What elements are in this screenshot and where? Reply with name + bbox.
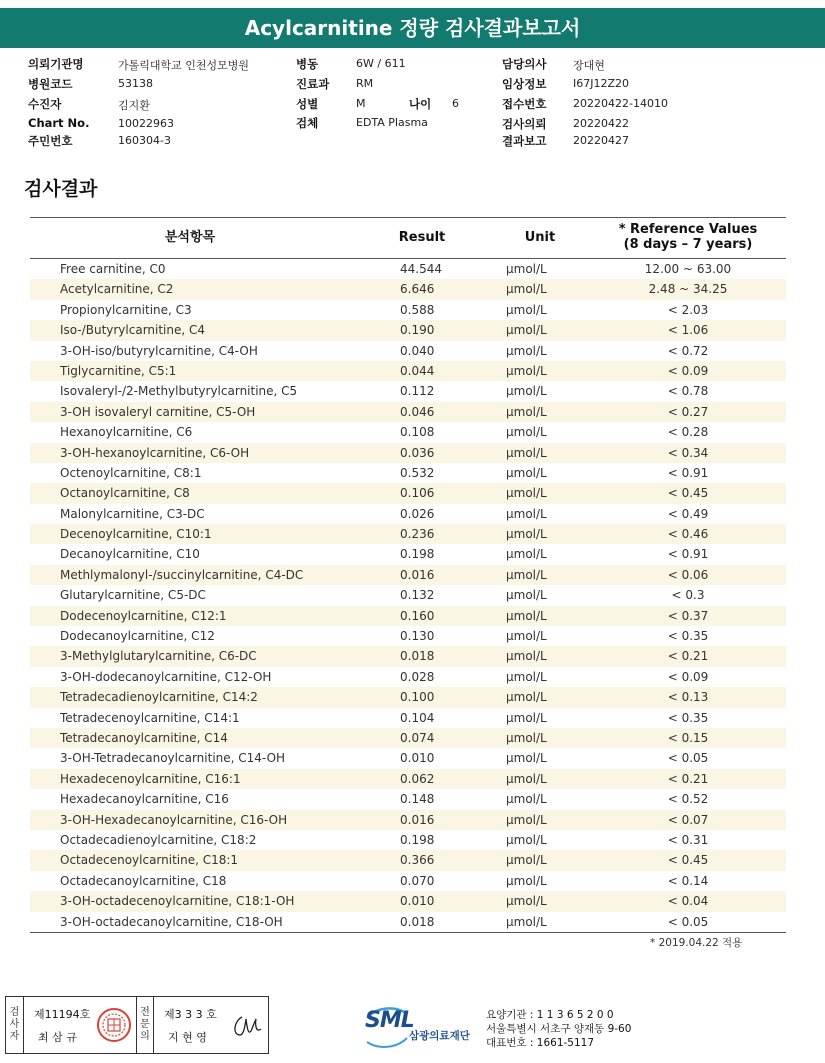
value-hospital-code: 53138 bbox=[118, 77, 153, 90]
reference-value: < 2.03 bbox=[667, 302, 709, 317]
label-receipt-number: 접수번호 bbox=[502, 97, 547, 111]
table-body bbox=[30, 259, 786, 932]
result-value: 0.016 bbox=[400, 567, 435, 582]
result-value: 0.198 bbox=[400, 832, 435, 847]
analyte-name: Decenoylcarnitine, C10:1 bbox=[60, 527, 212, 542]
result-value: 0.026 bbox=[400, 506, 435, 521]
table-row bbox=[30, 789, 786, 809]
result-value: 0.106 bbox=[400, 486, 435, 501]
result-value: 0.236 bbox=[400, 527, 435, 542]
result-value: 0.132 bbox=[400, 588, 435, 603]
reference-value: < 0.14 bbox=[667, 873, 709, 888]
label-patient-name: 수진자 bbox=[28, 97, 62, 111]
unit-value: μmol/L bbox=[506, 506, 547, 521]
table-row bbox=[30, 626, 786, 646]
analyte-name: Glutarylcarnitine, C5-DC bbox=[60, 588, 206, 603]
unit-value: μmol/L bbox=[506, 588, 547, 603]
specialist-label: 전 문 의 bbox=[136, 997, 154, 1053]
inspector-label: 검 사 자 bbox=[6, 997, 24, 1053]
table-row bbox=[30, 483, 786, 503]
reference-value: < 0.05 bbox=[667, 914, 709, 929]
table-bottom-rule bbox=[30, 932, 786, 933]
official-seal-icon bbox=[96, 1007, 132, 1043]
value-requesting-institution: 가톨릭대학교 인천성모병원 bbox=[118, 59, 250, 72]
signature-box bbox=[5, 996, 269, 1054]
unit-value: μmol/L bbox=[506, 710, 547, 725]
analyte-name: Propionylcarnitine, C3 bbox=[60, 302, 192, 317]
specialist-name: 지 현 영 bbox=[168, 1031, 207, 1044]
analyte-name: Tiglycarnitine, C5:1 bbox=[60, 363, 177, 378]
value-request-date: 20220422 bbox=[573, 117, 629, 130]
reference-value: < 0.27 bbox=[667, 404, 709, 419]
unit-value: μmol/L bbox=[506, 527, 547, 542]
reference-value: < 0.91 bbox=[667, 547, 709, 562]
analyte-name: Malonylcarnitine, C3-DC bbox=[60, 506, 205, 521]
reference-value: < 0.21 bbox=[667, 649, 709, 664]
contact-address: 서울특별시 서초구 양재동 9-60 bbox=[486, 1023, 632, 1035]
unit-value: μmol/L bbox=[506, 567, 547, 582]
value-physician: 장대현 bbox=[573, 59, 605, 72]
result-value: 44.544 bbox=[400, 262, 442, 276]
table-row bbox=[30, 912, 786, 932]
reference-value: < 0.04 bbox=[667, 894, 709, 909]
report-title: Acylcarnitine 정량 검사결과보고서 bbox=[244, 16, 581, 40]
label-sex: 성별 bbox=[296, 97, 319, 111]
table-header bbox=[30, 218, 786, 258]
result-value: 0.018 bbox=[400, 914, 435, 929]
result-value: 0.010 bbox=[400, 751, 435, 766]
result-value: 0.018 bbox=[400, 649, 435, 664]
unit-value: μmol/L bbox=[506, 262, 547, 276]
unit-value: μmol/L bbox=[506, 832, 547, 847]
unit-value: μmol/L bbox=[506, 363, 547, 378]
label-department: 진료과 bbox=[296, 77, 330, 91]
unit-value: μmol/L bbox=[506, 608, 547, 623]
unit-value: μmol/L bbox=[506, 873, 547, 888]
result-value: 0.108 bbox=[400, 425, 435, 440]
reference-value: < 0.45 bbox=[667, 853, 709, 868]
header-unit: Unit bbox=[524, 229, 556, 245]
result-value: 0.100 bbox=[400, 690, 435, 705]
table-row bbox=[30, 728, 786, 748]
value-department: RM bbox=[356, 77, 374, 90]
reference-value: < 0.13 bbox=[667, 690, 709, 705]
table-row bbox=[30, 667, 786, 687]
reference-value: < 0.72 bbox=[667, 343, 709, 358]
table-row bbox=[30, 810, 786, 830]
reference-value: < 0.35 bbox=[667, 710, 709, 725]
result-value: 0.104 bbox=[400, 710, 435, 725]
analyte-name: 3-OH isovaleryl carnitine, C5-OH bbox=[60, 404, 256, 419]
table-row bbox=[30, 279, 786, 299]
header-analyte: 분석항목 bbox=[164, 229, 216, 245]
unit-value: μmol/L bbox=[506, 282, 547, 297]
unit-value: μmol/L bbox=[506, 465, 547, 480]
analyte-name: Methlymalonyl-/succinylcarnitine, C4-DC bbox=[60, 567, 304, 582]
unit-value: μmol/L bbox=[506, 669, 547, 684]
header-result: Result bbox=[398, 229, 446, 245]
result-value: 0.112 bbox=[400, 384, 435, 399]
analyte-name: Dodecanoylcarnitine, C12 bbox=[60, 629, 215, 644]
reference-value: < 0.78 bbox=[667, 384, 709, 399]
unit-value: μmol/L bbox=[506, 302, 547, 317]
unit-value: μmol/L bbox=[506, 812, 547, 827]
handwritten-signature-icon bbox=[228, 1011, 264, 1041]
unit-value: μmol/L bbox=[506, 445, 547, 460]
table-row bbox=[30, 585, 786, 605]
table-row bbox=[30, 544, 786, 564]
contact-care-institution: 요양기관 : 1 1 3 6 5 2 0 0 bbox=[486, 1009, 614, 1021]
analyte-name: Decanoylcarnitine, C10 bbox=[60, 547, 200, 562]
unit-value: μmol/L bbox=[506, 404, 547, 419]
value-specimen: EDTA Plasma bbox=[356, 116, 428, 129]
reference-value: < 0.37 bbox=[667, 608, 709, 623]
reference-value: < 0.05 bbox=[667, 751, 709, 766]
table-row bbox=[30, 769, 786, 789]
table-row bbox=[30, 708, 786, 728]
label-specimen: 검체 bbox=[296, 116, 319, 130]
label-age: 나이 bbox=[409, 97, 432, 111]
report-footer bbox=[0, 996, 825, 1056]
unit-value: μmol/L bbox=[506, 853, 547, 868]
label-physician: 담당의사 bbox=[502, 57, 547, 71]
header-reference bbox=[602, 218, 774, 258]
unit-value: μmol/L bbox=[506, 914, 547, 929]
table-row bbox=[30, 850, 786, 870]
unit-value: μmol/L bbox=[506, 690, 547, 705]
result-value: 0.148 bbox=[400, 792, 435, 807]
reference-value: < 0.46 bbox=[667, 527, 709, 542]
analyte-name: Tetradecenoylcarnitine, C14:1 bbox=[60, 710, 240, 725]
table-row bbox=[30, 320, 786, 340]
reference-value: < 0.09 bbox=[667, 669, 709, 684]
result-value: 0.010 bbox=[400, 894, 435, 909]
contact-phone: 대표번호 : 1661-5117 bbox=[486, 1037, 595, 1049]
reference-value: < 0.34 bbox=[667, 445, 709, 460]
result-value: 0.130 bbox=[400, 629, 435, 644]
patient-info bbox=[0, 56, 825, 152]
analyte-name: Hexadecanoylcarnitine, C16 bbox=[60, 792, 229, 807]
value-ward: 6W / 611 bbox=[356, 57, 406, 70]
reference-value: < 0.45 bbox=[667, 486, 709, 501]
analyte-name: Octenoylcarnitine, C8:1 bbox=[60, 465, 202, 480]
table-row bbox=[30, 504, 786, 524]
sml-logo bbox=[365, 1004, 487, 1050]
analyte-name: Iso-/Butyrylcarnitine, C4 bbox=[60, 323, 206, 338]
label-clinical-info: 임상정보 bbox=[502, 77, 547, 91]
table-row bbox=[30, 748, 786, 768]
header-reference-line1: * Reference Values bbox=[618, 222, 758, 238]
reference-value: < 0.35 bbox=[667, 629, 709, 644]
value-sex: M bbox=[356, 97, 366, 110]
unit-value: μmol/L bbox=[506, 323, 547, 338]
reference-value: < 0.49 bbox=[667, 506, 709, 521]
table-row bbox=[30, 361, 786, 381]
inspector-name: 최 삼 규 bbox=[38, 1031, 77, 1044]
result-value: 0.074 bbox=[400, 730, 435, 745]
result-value: 0.532 bbox=[400, 465, 435, 480]
unit-value: μmol/L bbox=[506, 547, 547, 562]
value-chart-no: 10022963 bbox=[118, 117, 174, 130]
unit-value: μmol/L bbox=[506, 629, 547, 644]
reference-value: < 0.06 bbox=[667, 567, 709, 582]
unit-value: μmol/L bbox=[506, 425, 547, 440]
value-resident-number: 160304-3 bbox=[118, 134, 171, 147]
label-chart-no: Chart No. bbox=[28, 116, 90, 130]
result-value: 0.198 bbox=[400, 547, 435, 562]
result-value: 0.062 bbox=[400, 771, 435, 786]
results-table bbox=[30, 217, 786, 933]
contact-info bbox=[486, 1008, 631, 1050]
analyte-name: Tetradecanoylcarnitine, C14 bbox=[60, 730, 228, 745]
reference-value: < 0.07 bbox=[667, 812, 709, 827]
table-row bbox=[30, 300, 786, 320]
reference-value: < 0.91 bbox=[667, 465, 709, 480]
value-clinical-info: I67J12Z20 bbox=[573, 77, 630, 90]
inspector-license: 제11194호 bbox=[34, 1008, 91, 1021]
result-value: 0.040 bbox=[400, 343, 435, 358]
result-value: 0.160 bbox=[400, 608, 435, 623]
value-patient-name: 김지환 bbox=[118, 99, 150, 112]
analyte-name: Isovaleryl-/2-Methylbutyrylcarnitine, C5 bbox=[60, 384, 298, 399]
table-row bbox=[30, 341, 786, 361]
label-requesting-institution: 의뢰기관명 bbox=[28, 57, 84, 71]
sml-logo-text: SML bbox=[365, 1008, 414, 1033]
label-resident-number: 주민번호 bbox=[28, 134, 73, 148]
unit-value: μmol/L bbox=[506, 771, 547, 786]
reference-footnote: * 2019.04.22 적용 bbox=[650, 937, 743, 949]
label-request-date: 검사의뢰 bbox=[502, 117, 547, 131]
value-report-date: 20220427 bbox=[573, 134, 629, 147]
analyte-name: Acetylcarnitine, C2 bbox=[60, 282, 174, 297]
org-name: 삼광의료재단 bbox=[409, 1030, 470, 1042]
analyte-name: Octanoylcarnitine, C8 bbox=[60, 486, 190, 501]
analyte-name: Octadecadienoylcarnitine, C18:2 bbox=[60, 832, 257, 847]
analyte-name: Tetradecadienoylcarnitine, C14:2 bbox=[60, 690, 258, 705]
result-value: 0.366 bbox=[400, 853, 435, 868]
report-title-banner bbox=[0, 8, 825, 48]
table-row bbox=[30, 565, 786, 585]
analyte-name: 3-OH-dodecanoylcarnitine, C12-OH bbox=[60, 669, 272, 684]
table-row bbox=[30, 443, 786, 463]
reference-value: < 0.31 bbox=[667, 832, 709, 847]
unit-value: μmol/L bbox=[506, 343, 547, 358]
result-value: 6.646 bbox=[400, 282, 435, 297]
unit-value: μmol/L bbox=[506, 730, 547, 745]
analyte-name: Hexanoylcarnitine, C6 bbox=[60, 425, 193, 440]
label-report-date: 결과보고 bbox=[502, 134, 547, 148]
reference-value: < 1.06 bbox=[667, 323, 709, 338]
reference-value: < 0.3 bbox=[671, 588, 705, 603]
label-ward: 병동 bbox=[296, 57, 319, 71]
table-row bbox=[30, 381, 786, 401]
table-row bbox=[30, 259, 786, 279]
table-row bbox=[30, 422, 786, 442]
result-value: 0.190 bbox=[400, 323, 435, 338]
reference-value: < 0.52 bbox=[667, 792, 709, 807]
table-row bbox=[30, 830, 786, 850]
unit-value: μmol/L bbox=[506, 384, 547, 399]
table-row bbox=[30, 524, 786, 544]
specialist-license: 제3 3 3 호 bbox=[164, 1008, 217, 1021]
analyte-name: 3-OH-Hexadecanoylcarnitine, C16-OH bbox=[60, 812, 288, 827]
table-row bbox=[30, 871, 786, 891]
analyte-name: Octadecanoylcarnitine, C18 bbox=[60, 873, 227, 888]
table-row bbox=[30, 646, 786, 666]
analyte-name: Dodecenoylcarnitine, C12:1 bbox=[60, 608, 227, 623]
analyte-name: Free carnitine, C0 bbox=[60, 262, 166, 276]
reference-value: < 0.21 bbox=[667, 771, 709, 786]
reference-value: 2.48 ~ 34.25 bbox=[648, 282, 728, 297]
analyte-name: 3-OH-hexanoylcarnitine, C6-OH bbox=[60, 445, 250, 460]
table-row bbox=[30, 687, 786, 707]
analyte-name: 3-OH-octadecanoylcarnitine, C18-OH bbox=[60, 914, 283, 929]
unit-value: μmol/L bbox=[506, 486, 547, 501]
section-title: 검사결과 bbox=[24, 178, 98, 200]
unit-value: μmol/L bbox=[506, 649, 547, 664]
reference-value: < 0.09 bbox=[667, 363, 709, 378]
value-age: 6 bbox=[452, 97, 459, 110]
reference-value: 12.00 ~ 63.00 bbox=[644, 262, 732, 276]
result-value: 0.046 bbox=[400, 404, 435, 419]
analyte-name: 3-OH-octadecenoylcarnitine, C18:1-OH bbox=[60, 894, 295, 909]
analyte-name: 3-Methylglutarylcarnitine, C6-DC bbox=[60, 649, 257, 664]
result-value: 0.016 bbox=[400, 812, 435, 827]
unit-value: μmol/L bbox=[506, 792, 547, 807]
table-row bbox=[30, 463, 786, 483]
table-row bbox=[30, 891, 786, 911]
analyte-name: 3-OH-iso/butyrylcarnitine, C4-OH bbox=[60, 343, 258, 358]
reference-value: < 0.15 bbox=[667, 730, 709, 745]
table-row bbox=[30, 402, 786, 422]
value-receipt-number: 20220422-14010 bbox=[573, 97, 668, 110]
result-value: 0.588 bbox=[400, 302, 435, 317]
label-hospital-code: 병원코드 bbox=[28, 77, 73, 91]
unit-value: μmol/L bbox=[506, 894, 547, 909]
result-value: 0.028 bbox=[400, 669, 435, 684]
result-value: 0.044 bbox=[400, 363, 435, 378]
table-row bbox=[30, 606, 786, 626]
reference-value: < 0.28 bbox=[667, 425, 709, 440]
result-value: 0.070 bbox=[400, 873, 435, 888]
analyte-name: Hexadecenoylcarnitine, C16:1 bbox=[60, 771, 241, 786]
unit-value: μmol/L bbox=[506, 751, 547, 766]
analyte-name: 3-OH-Tetradecanoylcarnitine, C14-OH bbox=[60, 751, 286, 766]
analyte-name: Octadecenoylcarnitine, C18:1 bbox=[60, 853, 239, 868]
header-reference-line2: (8 days – 7 years) bbox=[623, 237, 753, 252]
result-value: 0.036 bbox=[400, 445, 435, 460]
